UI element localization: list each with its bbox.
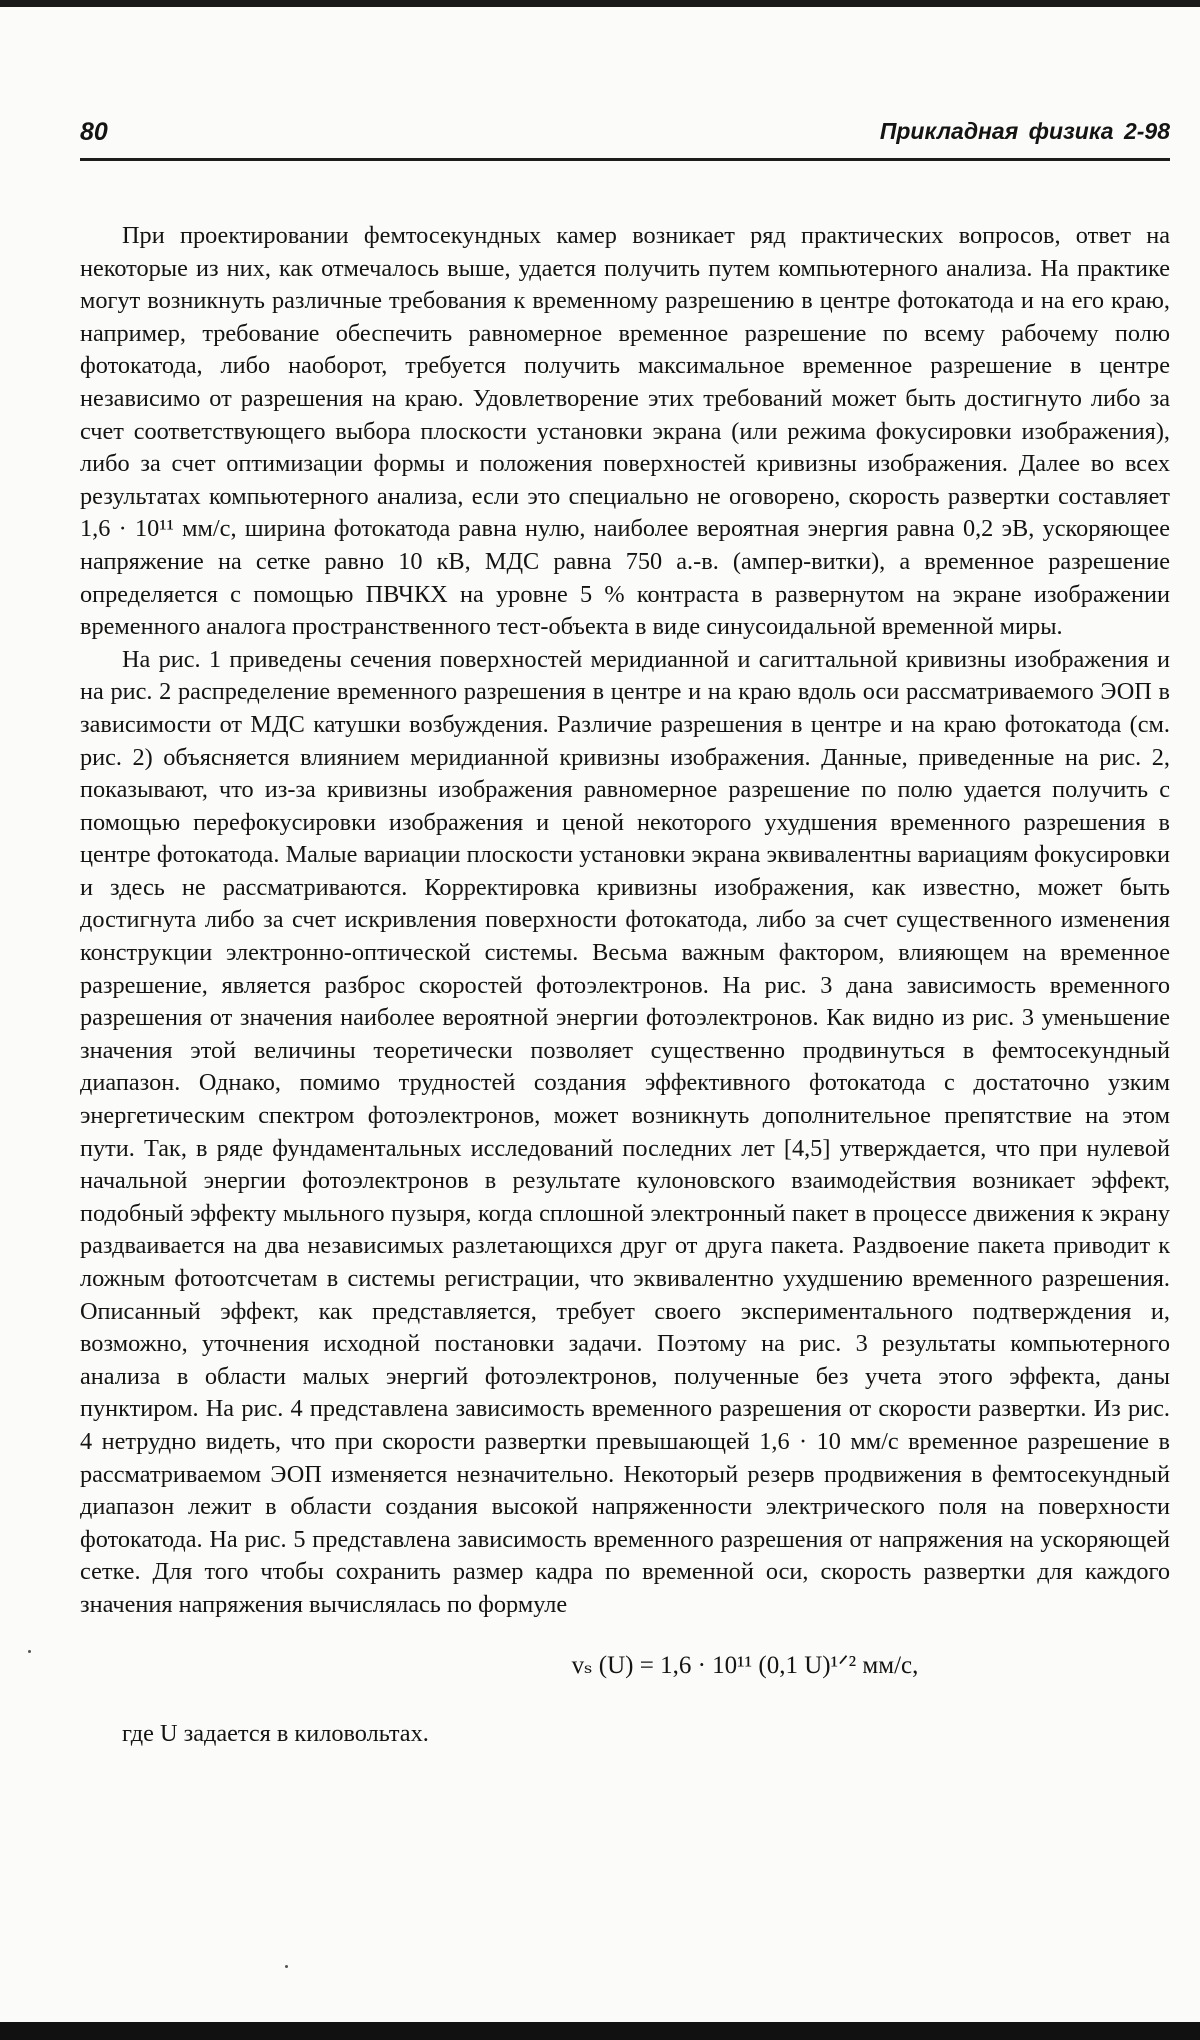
page-number: 80	[80, 118, 108, 146]
header-rule	[80, 158, 1170, 161]
formula-text: vₛ (U) = 1,6 · 10¹¹ (0,1 U)¹ᐟ² мм/с,	[571, 1651, 919, 1679]
formula	[200, 1650, 1200, 1680]
scan-edge-top	[0, 0, 1200, 7]
scan-speck	[285, 1965, 288, 1968]
scan-speck	[28, 1650, 31, 1653]
running-head: Прикладная физика 2-98	[879, 118, 1170, 144]
paragraph-2: На рис. 1 приведены сечения поверхностей меридианной и сагиттальной кривизны изображения и на рис. 2 распределение временного разрешения в центре и на краю вдоль оси рассматриваемого ЭОП в зависимости от МДС катушки возбуждения. Различие разрешения в центре и на краю фотокатода (см. рис. 2) объясняется влиянием меридианной кривизны изображения. Данные, приведенные на рис. 2, показывают, что из-за кривизны изображения равномерное разрешение по полю удается получить с помощью перефокусировки изображения и ценой некоторого ухудшения временного разрешения в центре фотокатода. Малые вариации плоскости установки экрана эквивалентны вариациям фокусировки и здесь не рассматриваются. Корректировка кривизны изображения, как известно, может быть достигнута либо за счет искривления поверхности фотокатода, либо за счет существенного изменения конструкции электронно-оптической системы. Весьма важным фактором, влияющем на временное разрешение, является разброс скоростей фотоэлектронов. На рис. 3 дана зависимость временного разрешения от значения наиболее вероятной энергии фотоэлектронов. Как видно из рис. 3 уменьшение значения этой величины теоретически позволяет существенно продвинуться в фемтосекундный диапазон. Однако, помимо трудностей создания эффективного фотокатода с достаточно узким энергетическим спектром фотоэлектронов, может возникнуть дополнительное препятствие на этом пути. Так, в ряде фундаментальных исследований последних лет [4,5] утверждается, что при нулевой начальной энергии фотоэлектронов в результате кулоновского взаимодействия возникает эффект, подобный эффекту мыльного пузыря, когда сплошной электронный пакет в процессе движения к экрану раздваивается на два независимых разлетающихся друг от друга пакета. Раздвоение пакета приводит к ложным фотоотсчетам в системы регистрации, что эквивалентно ухудшению временного разрешения. Описанный эффект, как представляется, требует своего экспериментального подтверждения и, возможно, уточнения исходной постановки задачи. Поэтому на рис. 3 результаты компьютерного анализа в области малых энергий фотоэлектронов, полученные без учета этого эффекта, даны пунктиром. На рис. 4 представлена зависимость временного разрешения от скорости развертки. Из рис. 4 нетрудно видеть, что при скорости развертки превышающей 1,6 · 10 мм/с временное разрешение в рассматриваемом ЭОП изменяется незначительно. Некоторый резерв продвижения в фемтосекундный диапазон лежит в области создания высокой напряженности электрического поля на поверхности фотокатода. На рис. 5 представлена зависимость временного разрешения от напряжения на ускоряющей сетке. Для того чтобы сохранить размер кадра по временной оси, скорость развертки для каждого значения напряжения вычислялась по формуле	[80, 645, 1170, 1618]
article-body	[80, 220, 1170, 1748]
scan-edge-bottom	[0, 2022, 1200, 2040]
closing-line: где U задается в киловольтах.	[122, 1719, 429, 1747]
paragraph-1: При проектировании фемтосекундных камер возникает ряд практических вопросов, ответ на некоторые из них, как отмечалось выше, удается получить путем компьютерного анализа. На практике могут возникнуть различные требования к временному разрешению в центре фотокатода и на его краю, например, требование обеспечить равномерное временное разрешение по всему рабочему полю фотокатода, либо наоборот, требуется получить максимальное временное разрешение в центре независимо от разрешения на краю. Удовлетворение этих требований может быть достигнуто либо за счет соответствующего выбора плоскости установки экрана (или режима фокусировки изображения), либо за счет оптимизации формы и положения поверхностей кривизны изображения. Далее во всех результатах компьютерного анализа, если это специально не оговорено, скорость развертки составляет 1,6 · 10¹¹ мм/с, ширина фотокатода равна нулю, наиболее вероятная энергия равна 0,2 эВ, ускоряющее напряжение на сетке равно 10 кВ, МДС равна 750 а.-в. (ампер-витки), а временное разрешение определяется с помощью ПВЧКХ на уровне 5 % контраста в развернутом на экране изображении временного аналога пространственного тест-объекта в виде синусоидальной временной миры.	[80, 222, 1170, 641]
